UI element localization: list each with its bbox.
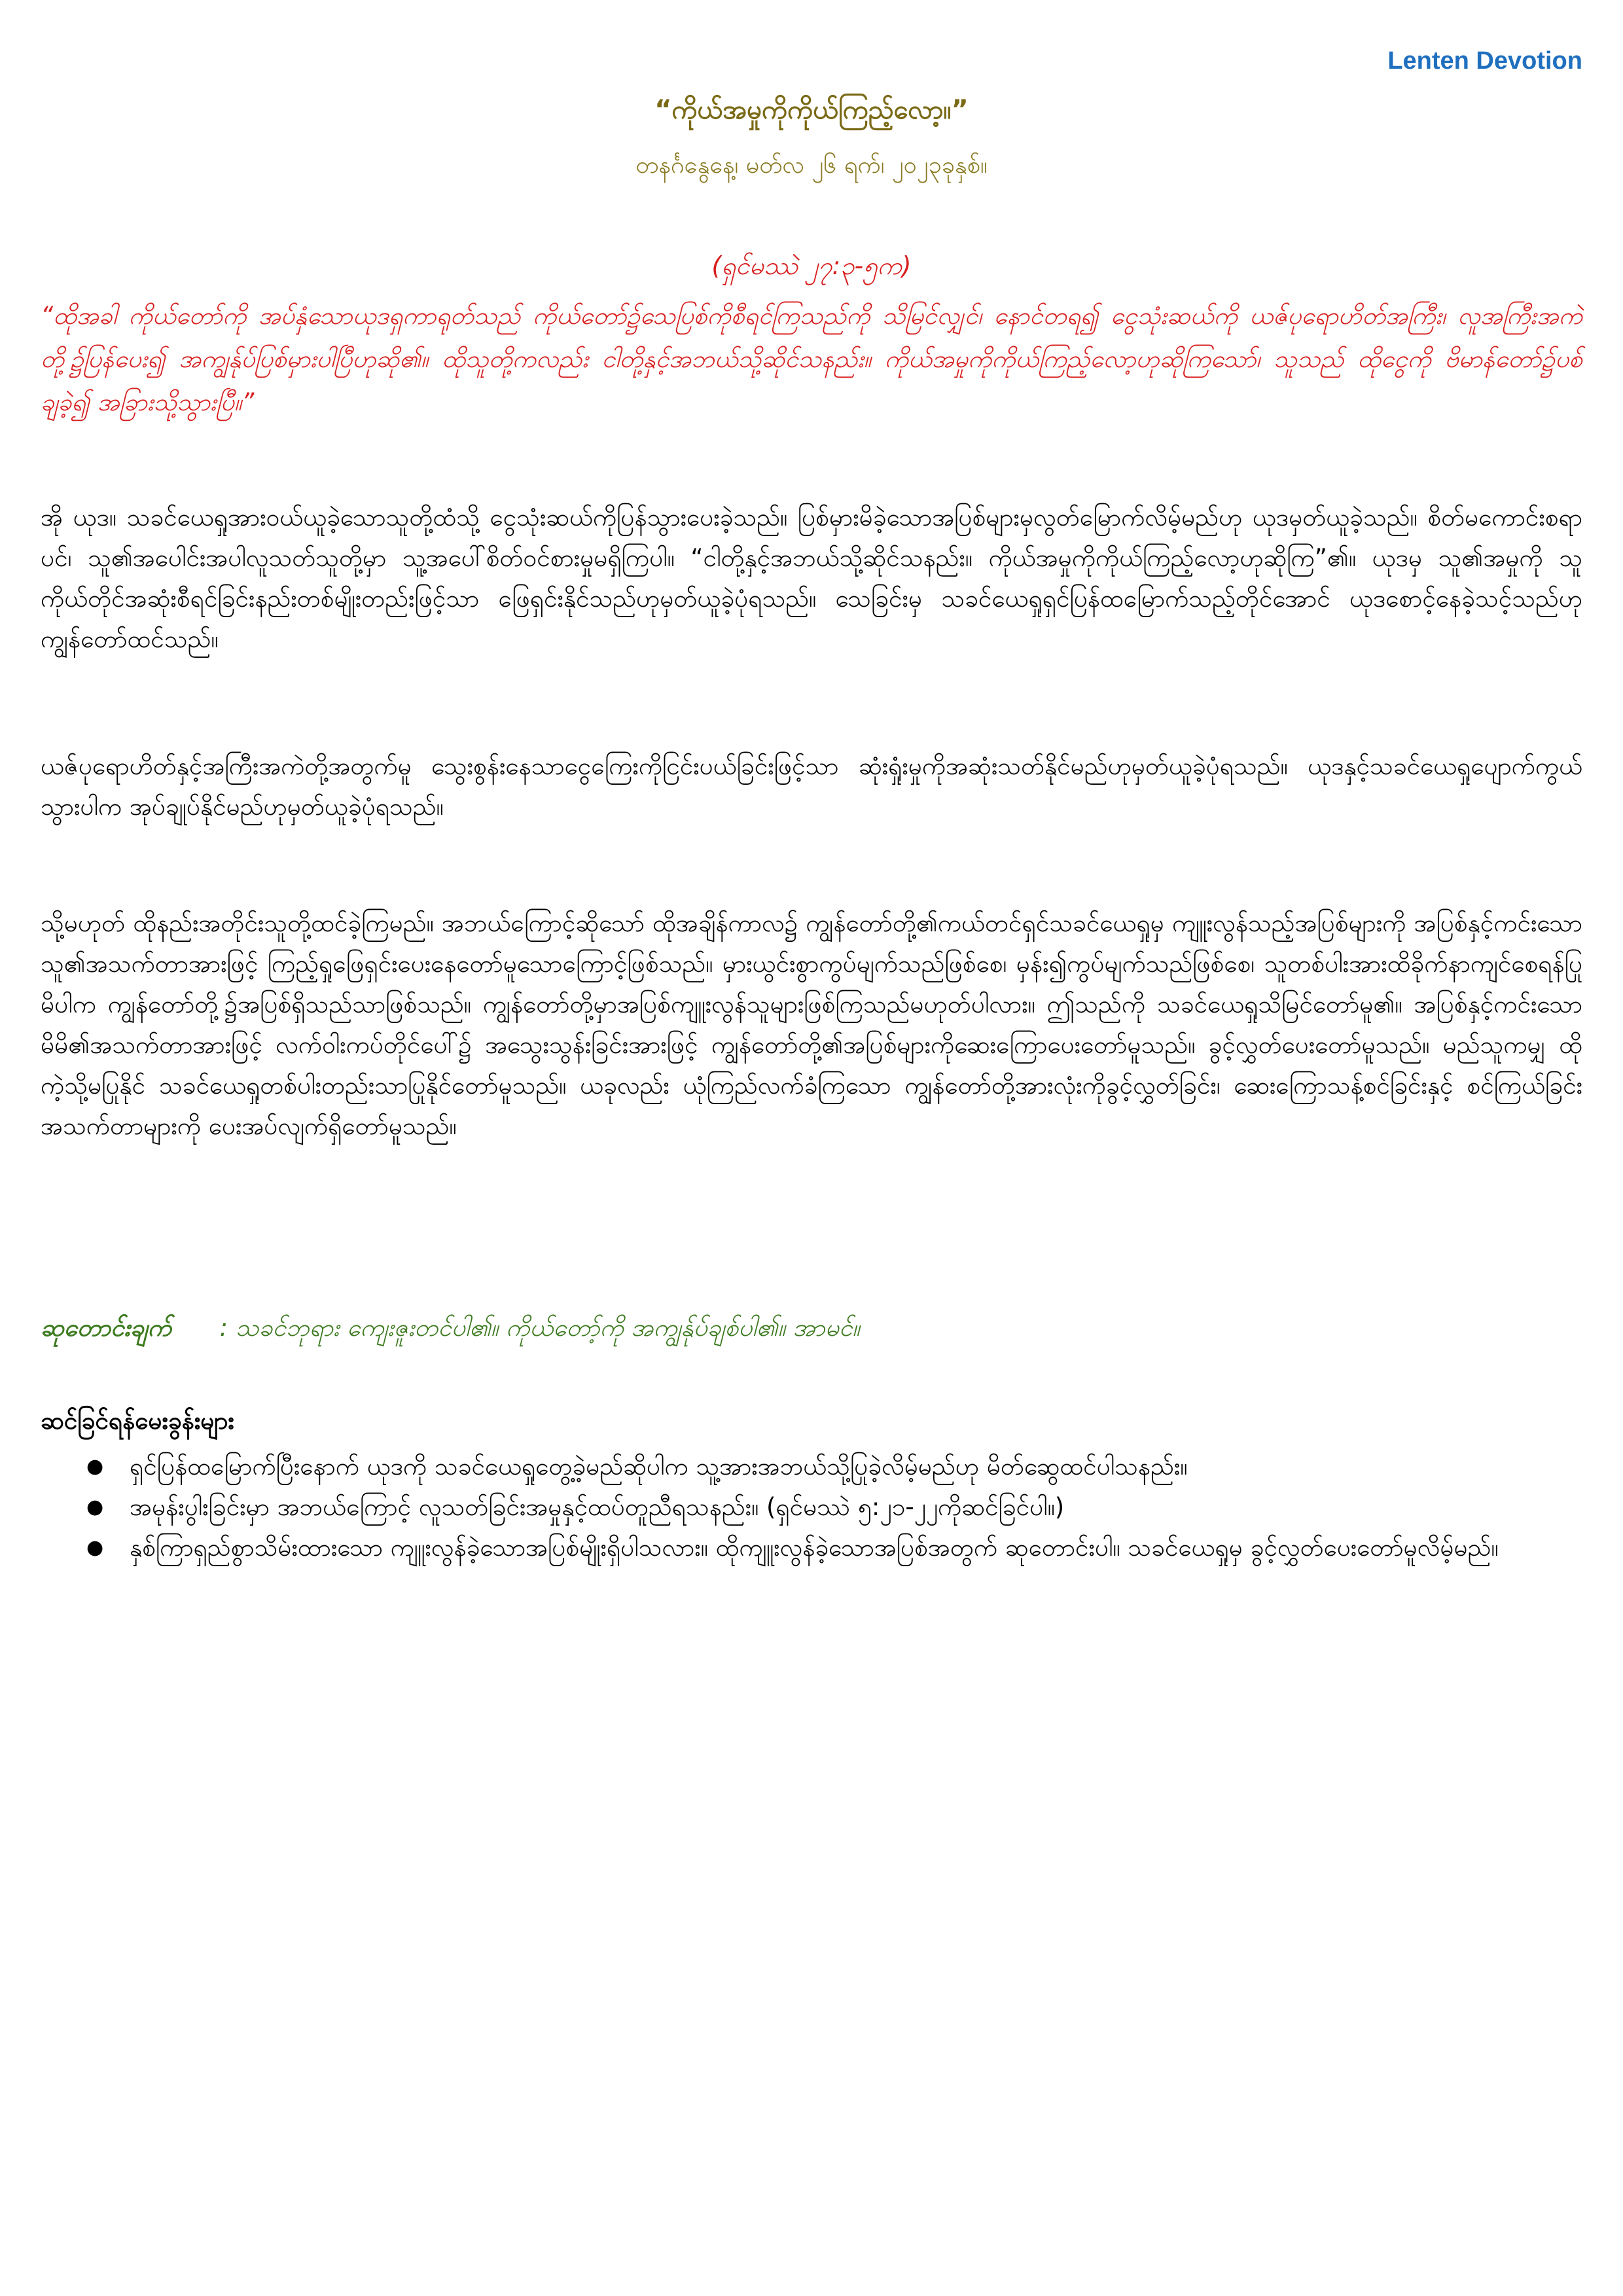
prayer-section (41, 1308, 1582, 1348)
scripture-reference: (ရှင်မဿဲ ၂၇:၃-၅က) (711, 251, 912, 280)
body-paragraph-3: သို့မဟုတ် ထိုနည်းအတိုင်းသူတို့ထင်ခဲ့ကြမည်။ အဘယ်ကြောင့်ဆိုသော် ထိုအချိန်ကာလ၌ ကျွန်တော်တို့၏ကယ်တင်ရှင်သခင်ယေရှုမှ ကျူးလွန်သည့်အပြစ်များကို အပြစ်နှင့်ကင်းသောသူ၏အသက်တာအားဖြင့် ကြည့်ရှုဖြေရှင်းပေးနေတော်မူသောကြောင့်ဖြစ်သည်။ မှားယွင်းစွာကွပ်မျက်သည်ဖြစ်စေ၊ မှန်း၍ကွပ်မျက်သည်ဖြစ်စေ၊ သူတစ်ပါးအားထိခိုက်နာကျင်စေရန်ပြုမိပါက ကျွန်တော်တို့၌အပြစ်ရှိသည်သာဖြစ်သည်။ ကျွန်တော်တို့မှာအပြစ်ကျူးလွန်သူများဖြစ်ကြသည်မဟုတ်ပါလား။ ဤသည်ကို သခင်ယေရှုသိမြင်တော်မူ၏။ အပြစ်နှင့်ကင်းသောမိမိ၏အသက်တာအားဖြင့် လက်ဝါးကပ်တိုင်ပေါ်၌ အသွေးသွန်းခြင်းအားဖြင့် ကျွန်တော်တို့၏အပြစ်များကိုဆေးကြောပေးတော်မူသည်။ ခွင့်လွှတ်ပေးတော်မူသည်။ မည်သူကမျှ ထိုကဲ့သို့မပြုနိုင် သခင်ယေရှုတစ်ပါးတည်းသာပြုနိုင်တော်မူသည်။ ယခုလည်း ယုံကြည်လက်ခံကြသော ကျွန်တော်တို့အားလုံးကိုခွင့်လွှတ်ခြင်း၊ ဆေးကြောသန့်စင်ခြင်းနှင့် စင်ကြယ်ခြင်းအသက်တာများကို ပေးအပ်လျက်ရှိတော်မူသည်။ (41, 909, 1582, 1140)
scripture-text: “ထိုအခါ ကိုယ်တော်ကို အပ်နှံသောယုဒရှကာရုတ်သည် ကိုယ်တော်၌သေပြစ်ကိုစီရင်ကြသည်ကို သိမြင်လျှင်၊ နောင်တရ၍ ငွေသုံးဆယ်ကို ယဇ်ပုရောဟိတ်အကြီး၊ လူအကြီးအကဲတို့၌ပြန်ပေး၍ အကျွန်ုပ်ပြစ်မှားပါပြီဟုဆို၏။ ထိုသူတို့ကလည်း ငါတို့နှင့်အဘယ်သို့ဆိုင်သနည်း။ ကိုယ်အမှုကိုကိုယ်ကြည့်လော့ဟုဆိုကြသော်၊ သူသည် ထိုငွေကို ဗိမာန်တော်၌ပစ်ချခဲ့၍ အခြားသို့သွားပြီ။” (41, 302, 1582, 416)
list-item (41, 1528, 1582, 1568)
questions-list (41, 1446, 1582, 1568)
list-item (41, 1487, 1582, 1528)
question-text: နှစ်ကြာရှည်စွာသိမ်းထားသော ကျူးလွန်ခဲ့သောအပြစ်မျိုးရှိပါသလား။ ထိုကျူးလွန်ခဲ့သောအပြစ်အတွက် ဆုတောင်းပါ။ သခင်ယေရှုမှ ခွင့်လွှတ်ပေးတော်မူလိမ့်မည်။ (130, 1534, 1499, 1562)
bullet-dot-icon: ● (86, 1536, 104, 1559)
list-item (41, 1446, 1582, 1487)
bullet-dot-icon: ● (86, 1496, 104, 1518)
devotion-date: တနင်္ဂနွေနေ့၊ မတ်လ ၂၆ ရက်၊ ၂၀၂၃ခုနှစ်။ (635, 152, 988, 179)
question-text: အမုန်းပွါးခြင်းမှာ အဘယ်ကြောင့် လူသတ်ခြင်းအမှုနှင့်ထပ်တူညီရသနည်း။ (ရှင်မဿဲ ၅:၂၁-၂၂ကိုဆင်ခြင်ပါ။) (130, 1493, 1065, 1521)
bullet-dot-icon: ● (86, 1455, 104, 1478)
question-text: ရှင်ပြန်ထမြောက်ပြီးနောက် ယုဒကို သခင်ယေရှုတွေ့ခဲ့မည်ဆိုပါက သူ့အားအဘယ်သို့ပြုခဲ့လိမ့်မည်ဟု မိတ်ဆွေထင်ပါသနည်း။ (130, 1452, 1188, 1480)
body-paragraph-1: အို ယုဒ။ သခင်ယေရှုအားဝယ်ယူခဲ့သောသူတို့ထံသို့ ငွေသုံးဆယ်ကိုပြန်သွားပေးခဲ့သည်။ ပြစ်မှားမိခဲ့သောအပြစ်များမှလွတ်မြောက်လိမ့်မည်ဟု ယုဒမှတ်ယူခဲ့သည်။ စိတ်မကောင်းစရာပင်၊ သူ၏အပေါင်းအပါလူသတ်သူတို့မှာ သူ့အပေါ်စိတ်ဝင်စားမှုမရှိကြပါ။ “ငါတို့နှင့်အဘယ်သို့ဆိုင်သနည်း။ ကိုယ်အမှုကိုကိုယ်ကြည့်လော့ဟုဆိုကြ”၏။ ယုဒမှ သူ၏အမှုကို သူကိုယ်တိုင်အဆုံးစီရင်ခြင်းနည်းတစ်မျိုးတည်းဖြင့်သာ ဖြေရှင်းနိုင်သည်ဟုမှတ်ယူခဲ့ပုံရသည်။ သေခြင်းမှ သခင်ယေရှုရှင်ပြန်ထမြောက်သည့်တိုင်အောင် ယုဒစောင့်နေခဲ့သင့်သည်ဟု ကျွန်တော်ထင်သည်။ (41, 503, 1582, 653)
prayer-text: : သခင်ဘုရား ကျေးဇူးတင်ပါ၏။ ကိုယ်တော့်ကို အကျွန်ုပ်ချစ်ပါ၏။ အာမင်။ (219, 1314, 860, 1342)
questions-heading: ဆင်ခြင်ရန်မေးခွန်းများ (41, 1407, 234, 1435)
page-title: “ကိုယ်အမှုကိုကိုယ်ကြည့်လော့။” (654, 95, 969, 125)
header-tag: Lenten Devotion (1387, 47, 1582, 75)
prayer-label: ဆုတောင်းချက် (41, 1314, 171, 1342)
body-paragraph-2: ယဇ်ပုရောဟိတ်နှင့်အကြီးအကဲတို့အတွက်မူ သွေးစွန်းနေသာငွေကြေးကိုငြင်းပယ်ခြင်းဖြင့်သာ ဆုံးရှုံးမှုကိုအဆုံးသတ်နိုင်မည်ဟုမှတ်ယူခဲ့ပုံရသည်။ ယုဒနှင့်သခင်ယေရှုပျောက်ကွယ်သွားပါက အုပ်ချုပ်နိုင်မည်ဟုမှတ်ယူခဲ့ပုံရသည်။ (41, 752, 1582, 821)
